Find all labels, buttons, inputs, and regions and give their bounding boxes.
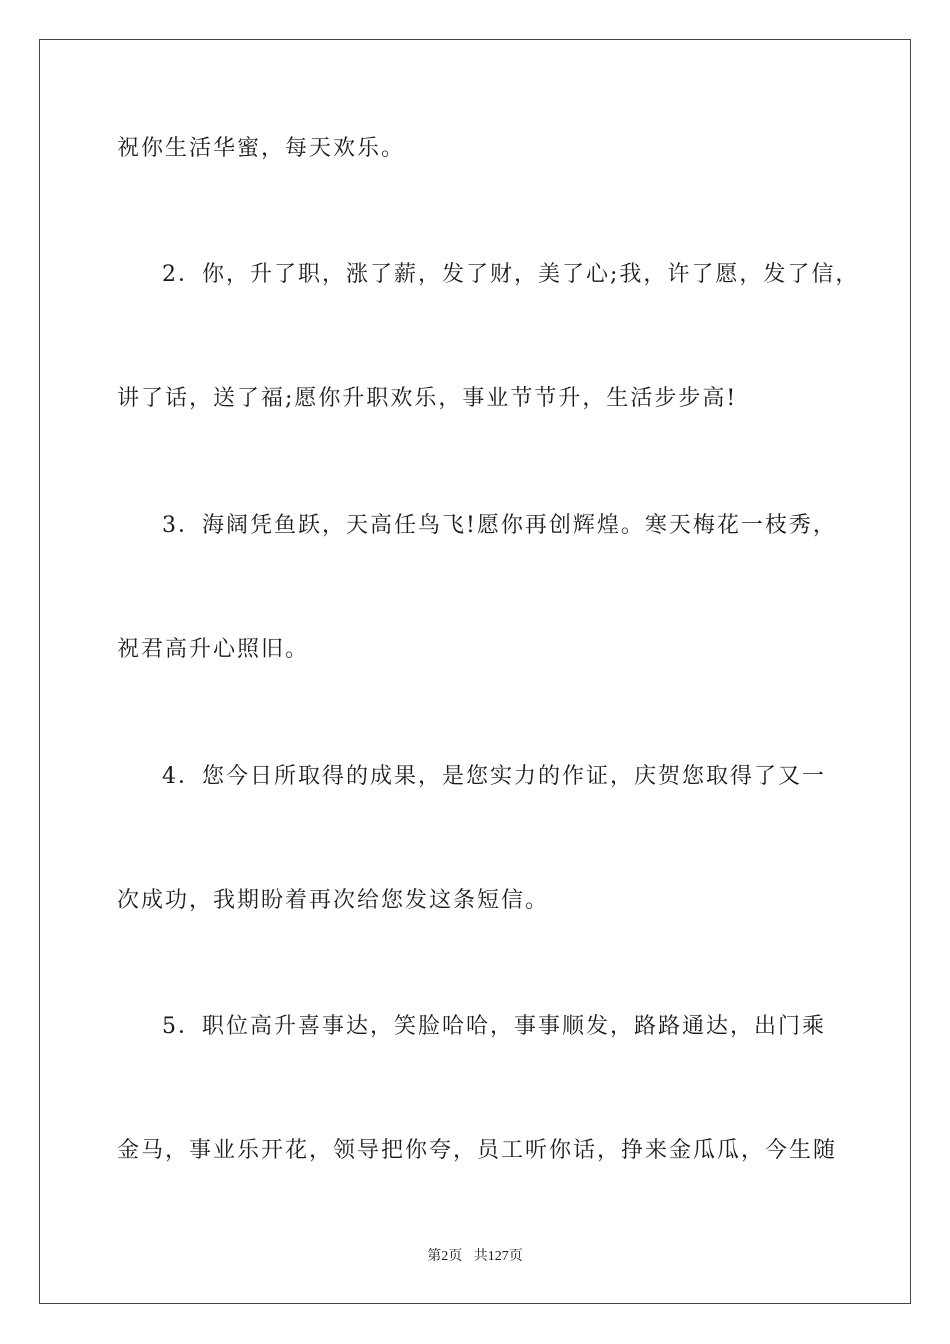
body-text-line: 次成功，我期盼着再次给您发这条短信。	[117, 888, 550, 913]
body-text-line: 3．海阔凭鱼跃，天高任鸟飞!愿你再创辉煌。寒天梅花一枝秀，	[162, 513, 837, 538]
page-border	[39, 39, 911, 1304]
page-total: 共127页	[473, 1249, 523, 1264]
body-text-line: 祝君高升心照旧。	[117, 637, 310, 662]
page-footer	[0, 1245, 950, 1265]
body-text-line: 5．职位高升喜事达，笑脸哈哈，事事顺发，路路通达，出门乘	[162, 1014, 826, 1039]
body-text-line: 4．您今日所取得的成果，是您实力的作证，庆贺您取得了又一	[162, 764, 826, 789]
body-text-line: 2．你，升了职，涨了薪，发了财，美了心;我，许了愿，发了信，	[162, 262, 860, 287]
body-text-line: 祝你生活华蜜，每天欢乐。	[117, 136, 406, 161]
body-text-line: 金马，事业乐开花，领导把你夸，员工听你话，挣来金瓜瓜，今生随	[117, 1138, 838, 1163]
body-text-line: 讲了话，送了福;愿你升职欢乐，事业节节升，生活步步高!	[117, 386, 738, 411]
page-number: 第2页	[427, 1249, 463, 1264]
